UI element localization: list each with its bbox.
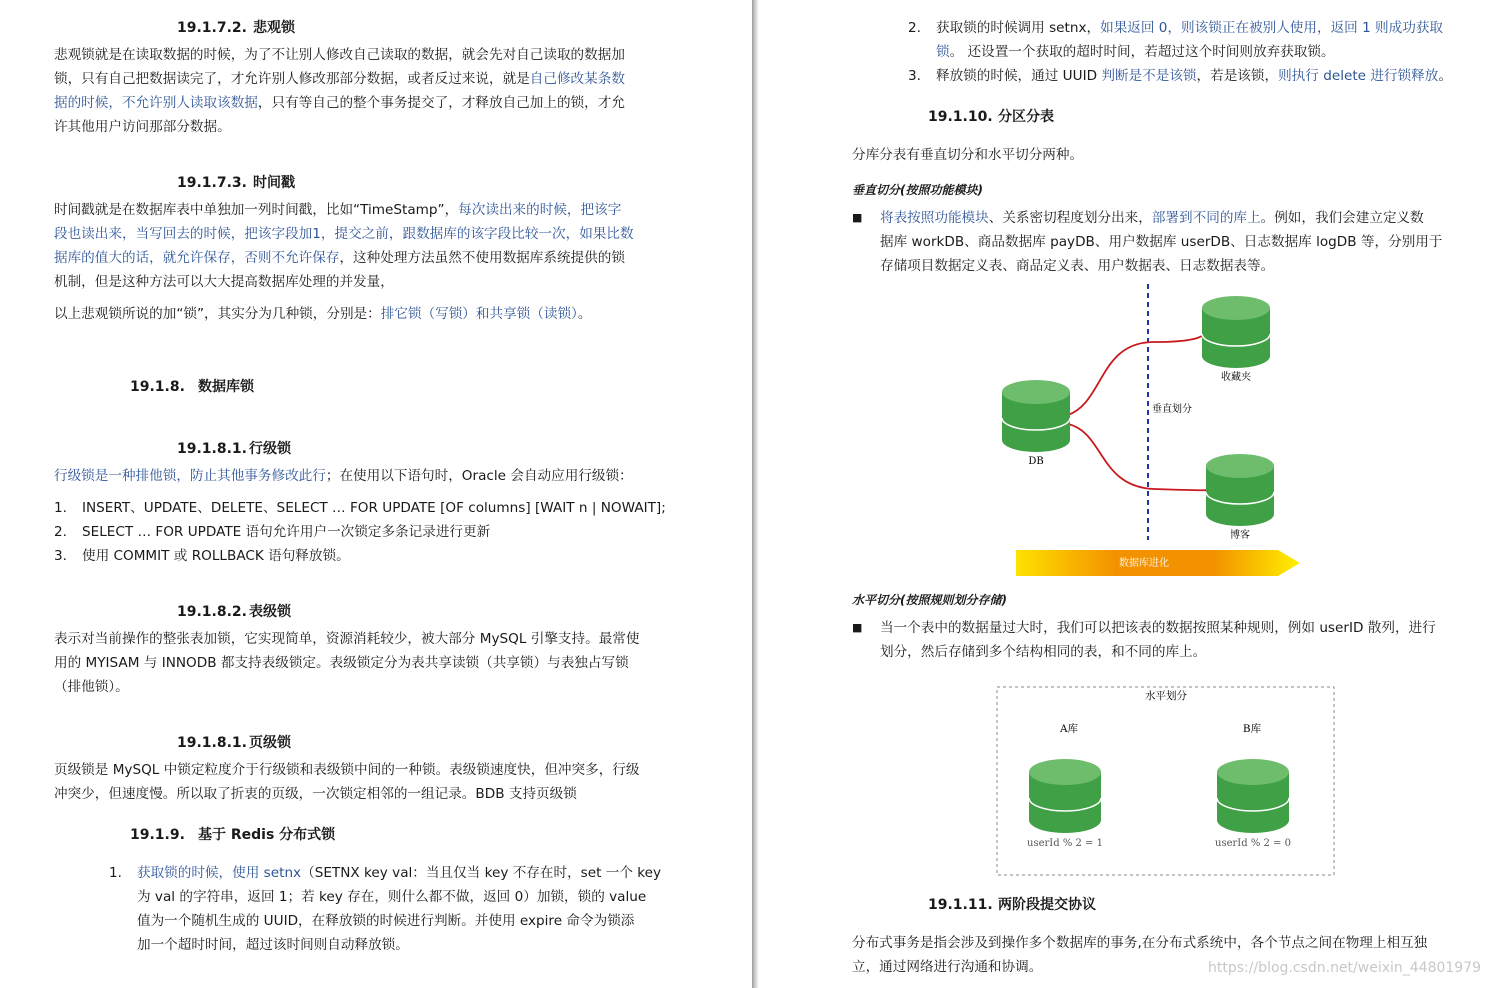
heading-two-phase-commit: [928, 894, 1096, 914]
heading-title: 两阶段提交协议: [998, 897, 1096, 913]
bullet-icon: ■: [852, 211, 863, 224]
heading-number: 19.1.8.1.: [177, 441, 247, 457]
text: 获取锁的时候调用 setnx，: [936, 20, 1101, 36]
highlight-text: 则执行 delete 进行锁释放: [1278, 68, 1439, 84]
db-a-cylinder-icon: [1029, 759, 1101, 833]
paragraph-line: 段也读出来，当写回去的时候，把该字段加1，提交之前，跟数据库的该字段比较一次，如果比数: [54, 226, 634, 242]
paragraph-line: 冲突少，但速度慢。所以取了折衷的页级，一次锁定相邻的一组记录。BDB 支持页级锁: [54, 786, 577, 802]
text: 以上悲观锁所说的加“锁”，其实分为几种锁，分别是：: [54, 306, 381, 322]
text: 时间戳就是在数据库表中单独加一列时间戳，比如“TimeStamp”，: [54, 202, 459, 218]
text: ，只有等自己的整个事务提交了，才释放自己加上的锁，才允: [257, 95, 625, 111]
heading-number: 19.1.8.: [130, 379, 185, 395]
vertical-split-label: 垂直划分: [1152, 404, 1192, 415]
list-text: 使用 COMMIT 或 ROLLBACK 语句释放锁。: [82, 548, 350, 564]
paragraph-line: 表示对当前操作的整张表加锁，它实现简单，资源消耗较少，被大部分 MySQL 引擎支持。最常使: [54, 631, 640, 647]
paragraph-line: 用的 MYISAM 与 INNODB 都支持表级锁定。表级锁定分为表共享读锁（共享锁）与表独占写锁: [54, 655, 629, 671]
heading-partition: [928, 106, 1054, 126]
text: 锁，只有自己把数据读完了，才允许别人修改那部分数据，或者反过来说，就是: [54, 71, 530, 87]
paragraph-line: 存储项目数据定义表、商品定义表、用户数据表、日志数据表等。: [880, 258, 1275, 274]
heading-title: 数据库锁: [198, 379, 254, 395]
heading-number: 19.1.9.: [130, 827, 185, 843]
highlight-text: 行级锁是一种排他锁，防止其他事务修改此行: [54, 468, 326, 484]
highlight-text: 将表按照功能模块: [880, 210, 989, 226]
heading-title: 表级锁: [249, 604, 291, 620]
paragraph-line: 机制，但是这种方法可以大大提高数据库处理的并发量，: [54, 274, 394, 290]
heading-table-lock: [177, 601, 291, 621]
paragraph-line: [880, 206, 1424, 230]
heading-title: 时间戳: [253, 175, 295, 191]
text: 。: [1438, 68, 1452, 84]
paragraph-line: [54, 91, 625, 115]
list-number: 2.: [908, 20, 921, 36]
paragraph-line: 值为一个随机生成的 UUID，在释放锁的时候进行判断。并使用 expire 命令为锁添: [137, 913, 635, 929]
favorites-cylinder-icon: [1202, 296, 1270, 368]
paragraph-line: 立，通过网络进行沟通和协调。: [852, 959, 1043, 975]
text: 。例如，我们会建立定义数: [1260, 210, 1424, 226]
evolve-label: 数据库进化: [1119, 558, 1169, 569]
paragraph-line: 分库分表有垂直切分和水平切分两种。: [852, 147, 1084, 163]
paragraph-line: [936, 40, 1335, 64]
heading-number: 19.1.8.1.: [177, 735, 247, 751]
heading-title: 行级锁: [249, 441, 291, 457]
heading-row-lock: [177, 438, 291, 458]
horizontal-split-label: 水平切分(按照规则划分存储): [852, 593, 1007, 607]
highlight-text: 判断是不是该锁: [1101, 68, 1197, 84]
favorites-label: 收藏夹: [1221, 372, 1251, 383]
paragraph-line: 页级锁是 MySQL 中锁定粒度介于行级锁和表级锁中间的一种锁。表级锁速度快，但冲突多，行级: [54, 762, 640, 778]
list-number: 2.: [54, 524, 67, 540]
vertical-split-diagram: [994, 282, 1306, 582]
highlight-text: 排它锁（写锁）和共享锁（读锁）: [380, 306, 578, 322]
text: 。 还设置一个获取的超时时间，若超过这个时间则放弃获取锁。: [949, 44, 1335, 60]
vertical-split-label: 垂直切分(按照功能模块): [852, 183, 983, 197]
db-cylinder-icon: [1002, 380, 1070, 452]
paragraph-line: 据库 workDB、商品数据库 payDB、用户数据库 userDB、日志数据库 logDB 等，分别用于: [880, 234, 1443, 250]
paragraph-line: [54, 198, 621, 222]
paragraph-line: [54, 67, 625, 91]
highlight-text: 据库的值大的话，就允许保存，否则不允许保存: [54, 250, 340, 266]
highlight-text: 每次读出来的时候，把该字: [458, 202, 622, 218]
horizontal-split-diagram: [996, 686, 1336, 878]
db-label: DB: [1028, 456, 1044, 467]
list-number: 1.: [54, 500, 67, 516]
heading-number: 19.1.11.: [928, 897, 993, 913]
horizontal-title: 水平划分: [1145, 690, 1187, 702]
list-text: SELECT … FOR UPDATE 语句允许用户一次锁定多条记录进行更新: [82, 524, 491, 540]
heading-title: 分区分表: [998, 109, 1054, 125]
list-number: 1.: [109, 865, 122, 881]
heading-timestamp: [177, 172, 295, 192]
highlight-text: 自己修改某条数: [529, 71, 625, 87]
heading-redis-lock: [130, 824, 335, 844]
heading-title: 页级锁: [249, 735, 291, 751]
arrow-to-favorites: [1068, 332, 1208, 415]
bullet-icon: ■: [852, 621, 863, 634]
paragraph-line: 悲观锁就是在读取数据的时候，为了不让别人修改自己读取的数据，就会先对自己读取的数据加: [54, 47, 625, 63]
highlight-text: 锁: [936, 44, 950, 60]
list-item: [109, 861, 661, 885]
list-item: [54, 520, 490, 544]
db-a-rule: userId % 2 = 1: [1027, 838, 1103, 849]
heading-title: 基于 Redis 分布式锁: [198, 827, 336, 843]
text: ，若是该锁，: [1196, 68, 1279, 84]
list-number: 3.: [54, 548, 67, 564]
highlight-text: 如果返回 0，则该锁正在被别人使用，返回 1 则成功获取: [1100, 20, 1444, 36]
heading-number: 19.1.10.: [928, 109, 993, 125]
text: ；在使用以下语句时，Oracle 会自动应用行级锁：: [325, 468, 633, 484]
paragraph-line: 当一个表中的数据量过大时，我们可以把该表的数据按照某种规则，例如 userID 散列，进行: [880, 620, 1436, 636]
text: 释放锁的时候，通过 UUID: [936, 68, 1102, 84]
list-text: INSERT、UPDATE、DELETE、SELECT … FOR UPDATE [OF columns] [WAIT n | NOWAIT];: [82, 500, 666, 516]
db-b-cylinder-icon: [1217, 759, 1289, 833]
paragraph-line: 分布式事务是指会涉及到操作多个数据库的事务,在分布式系统中，各个节点之间在物理上相互独: [852, 935, 1428, 951]
paragraph-line: [54, 302, 591, 326]
highlight-text: 获取锁的时候，使用 setnx: [137, 865, 302, 881]
paragraph-line: [54, 464, 633, 488]
highlight-text: 部署到不同的库上: [1151, 210, 1261, 226]
highlight-text: 据的时候，不允许别人读取该数据: [54, 95, 258, 111]
list-item: [54, 544, 350, 568]
db-a-label: A库: [1059, 723, 1079, 735]
list-number: 3.: [908, 68, 921, 84]
db-b-rule: userId % 2 = 0: [1215, 838, 1291, 849]
heading-number: 19.1.7.2.: [177, 20, 247, 36]
heading-number: 19.1.8.2.: [177, 604, 247, 620]
list-item: [908, 64, 1452, 88]
right-page: [758, 0, 1491, 988]
heading-pessimistic-lock: [177, 17, 295, 37]
paragraph-line: 加一个超时时间，超过该时间则自动释放锁。: [137, 937, 409, 953]
paragraph-line: 为 val 的字符串，返回 1；若 key 存在，则什么都不做，返回 0）加锁，锁的 value: [137, 889, 647, 905]
text: （SETNX key val：当且仅当 key 不存在时，set 一个 key: [301, 865, 662, 881]
blog-cylinder-icon: [1206, 454, 1274, 526]
watermark: https://blog.csdn.net/weixin_44801979: [1208, 960, 1482, 976]
heading-title: 悲观锁: [253, 20, 295, 36]
text: 、关系密切程度划分出来，: [988, 210, 1152, 226]
blog-label: 博客: [1230, 530, 1250, 541]
heading-page-lock: [177, 732, 291, 752]
heading-database-lock: [130, 376, 254, 396]
list-item: [54, 496, 666, 520]
paragraph-line: 划分，然后存储到多个结构相同的表，和不同的库上。: [880, 644, 1207, 660]
paragraph-line: 许其他用户访问那部分数据。: [54, 119, 231, 135]
text: ，这种处理方法虽然不使用数据库系统提供的锁: [339, 250, 625, 266]
list-item: [908, 16, 1443, 40]
arrow-to-blog: [1068, 424, 1212, 490]
paragraph-line: [54, 246, 625, 270]
db-b-label: B库: [1242, 723, 1262, 735]
text: 。: [577, 306, 592, 322]
paragraph-line: （排他锁）。: [54, 679, 129, 695]
heading-number: 19.1.7.3.: [177, 175, 247, 191]
